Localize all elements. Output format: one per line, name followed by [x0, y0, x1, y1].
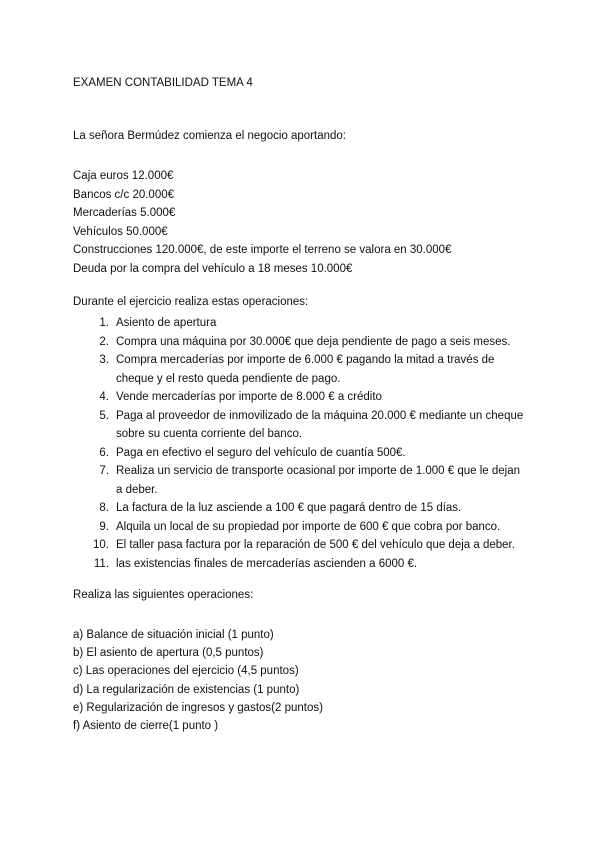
operation-number: 1.	[99, 317, 109, 329]
operation-number: 7.	[99, 465, 109, 477]
operation-number: 11.	[93, 557, 109, 570]
operation-number: 3.	[99, 354, 109, 366]
operation-text: Asiento de apertura	[116, 317, 217, 329]
operation-text: El taller pasa factura por la reparación de 500 € del vehículo que deja a deber.	[116, 539, 515, 551]
tasks-list	[73, 626, 323, 735]
operation-text: Compra mercaderías por importe de 6.000 € pagando la mitad a través de cheque y el resto queda pendiente de pago.	[116, 354, 495, 385]
operation-text: Vende mercaderías por importe de 8.000 € a crédito	[116, 391, 382, 403]
operation-text: Paga en efectivo el seguro del vehículo de cuantía 500€.	[116, 446, 406, 459]
operations-intro: Durante el ejercicio realiza estas operaciones:	[73, 296, 309, 308]
operation-item	[88, 555, 528, 574]
operation-number: 8.	[99, 502, 109, 514]
operation-item	[88, 333, 528, 352]
list-item: Bancos c/c 20.000€	[73, 188, 175, 201]
operation-item	[88, 388, 528, 407]
operation-text: Alquila un local de su propiedad por importe de 600 € que cobra por banco.	[116, 520, 501, 533]
operation-item	[88, 407, 528, 444]
operation-number: 4.	[99, 391, 109, 403]
operation-text: Paga al proveedor de inmovilizado de la máquina 20.000 € mediante un cheque sobre su cuenta corriente del banco.	[116, 409, 524, 440]
operation-item	[88, 518, 528, 537]
operation-number: 2.	[99, 335, 109, 348]
task-item: b) El asiento de apertura (0,5 puntos)	[73, 647, 264, 660]
operation-number: 9.	[99, 520, 109, 533]
operation-item	[88, 444, 528, 463]
operation-text: La factura de la luz asciende a 100 € que pagará dentro de 15 días.	[116, 502, 462, 514]
operation-text: Compra una máquina por 30.000€ que deja pendiente de pago a seis meses.	[116, 335, 511, 348]
operation-item	[88, 351, 528, 388]
operation-item	[88, 462, 528, 499]
operation-number: 5.	[99, 409, 109, 422]
task-item: f) Asiento de cierre(1 punto )	[73, 719, 219, 732]
initial-items-list	[73, 167, 451, 278]
operation-item	[88, 499, 528, 518]
list-item: Deuda por la compra del vehículo a 18 meses 10.000€	[73, 262, 353, 275]
intro-text: La señora Bermúdez comienza el negocio aportando:	[73, 130, 346, 142]
operation-number: 10.	[93, 539, 109, 551]
task-item: c) Las operaciones del ejercicio (4,5 puntos)	[73, 665, 299, 678]
list-item: Caja euros 12.000€	[73, 170, 174, 182]
operation-text: Realiza un servicio de transporte ocasional por importe de 1.000 € que le dejan a deber.	[116, 465, 521, 496]
tasks-intro: Realiza las siguientes operaciones:	[73, 589, 254, 601]
list-item: Vehículos 50.000€	[73, 225, 168, 238]
page-title: EXAMEN CONTABILIDAD TEMA 4	[73, 77, 253, 89]
operations-list	[88, 314, 528, 573]
list-item: Mercaderías 5.000€	[73, 207, 176, 219]
task-item: d) La regularización de existencias (1 punto)	[73, 683, 300, 696]
operation-number: 6.	[99, 446, 109, 459]
operation-item	[88, 314, 528, 333]
operation-item	[88, 536, 528, 555]
operation-text: las existencias finales de mercaderías ascienden a 6000 €.	[116, 557, 418, 570]
list-item: Construcciones 120.000€, de este importe el terreno se valora en 30.000€	[73, 244, 452, 256]
task-item: a) Balance de situación inicial (1 punto)	[73, 629, 274, 641]
task-item: e) Regularización de ingresos y gastos(2 puntos)	[73, 701, 323, 714]
